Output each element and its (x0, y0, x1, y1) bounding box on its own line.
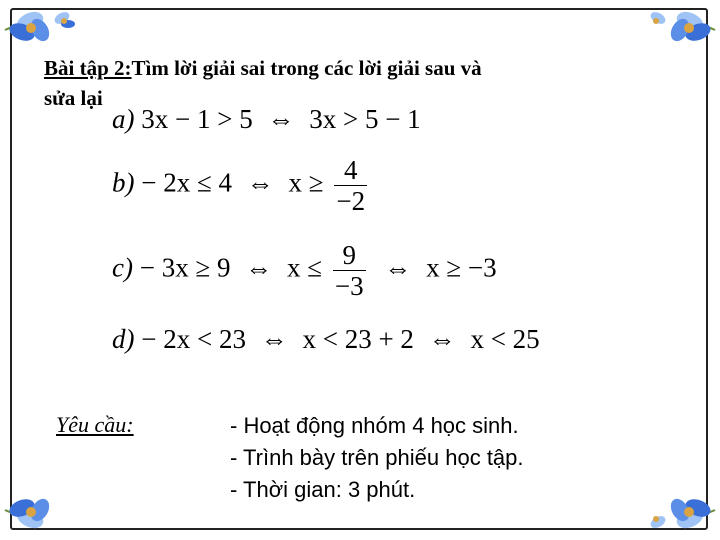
flower-corner-icon (0, 478, 90, 540)
requirement-list (230, 410, 524, 506)
exercise-c-mid-prefix: x ≤ (287, 252, 323, 283)
exercise-b-fraction (334, 155, 367, 216)
requirement-item: - Hoạt động nhóm 4 học sinh. (230, 413, 519, 438)
exercise-title (44, 53, 482, 83)
exercise-instruction-line2: sửa lại (44, 86, 103, 110)
requirement-item: - Trình bày trên phiếu học tập. (230, 445, 524, 470)
equivalence-arrow-icon: ⇔ (428, 324, 456, 354)
exercise-b-rhs-prefix: x ≥ (288, 167, 324, 198)
exercise-b-denominator: −2 (336, 186, 366, 216)
equivalence-arrow-icon: ⇔ (267, 104, 295, 134)
exercise-c-rhs: x ≥ −3 (426, 252, 497, 283)
exercise-d-lhs: − 2x < 23 (141, 324, 246, 354)
exercise-label: Bài tập 2: (44, 56, 132, 80)
exercise-a (112, 104, 421, 135)
exercise-d-mid: x < 23 + 2 (302, 324, 414, 354)
exercise-b-numerator: 4 (334, 155, 367, 186)
exercise-b-label: b) (112, 167, 135, 198)
exercise-b (112, 155, 371, 216)
requirement-item: - Thời gian: 3 phút. (230, 477, 416, 502)
exercise-d (112, 324, 540, 355)
exercise-b-lhs: − 2x ≤ 4 (141, 167, 233, 198)
equivalence-arrow-icon: ⇔ (384, 252, 412, 283)
flower-corner-icon (630, 0, 720, 62)
exercise-c (112, 240, 497, 301)
exercise-a-rhs: 3x > 5 − 1 (309, 104, 421, 134)
exercise-c-fraction (333, 240, 366, 301)
equivalence-arrow-icon: ⇔ (260, 324, 288, 354)
exercise-a-label: a) (112, 104, 135, 134)
exercise-c-denominator: −3 (334, 271, 364, 301)
requirement-label: Yêu cầu: (56, 412, 134, 437)
flower-corner-icon (630, 478, 720, 540)
equivalence-arrow-icon: ⇔ (245, 252, 273, 283)
exercise-c-label: c) (112, 252, 133, 283)
exercise-d-rhs: x < 25 (470, 324, 540, 354)
exercise-instruction: Tìm lời giải sai trong các lời giải sau và (131, 56, 482, 80)
exercise-d-label: d) (112, 324, 135, 354)
exercise-c-lhs: − 3x ≥ 9 (139, 252, 231, 283)
equivalence-arrow-icon: ⇔ (246, 167, 274, 198)
exercise-c-numerator: 9 (333, 240, 366, 271)
exercise-a-lhs: 3x − 1 > 5 (141, 104, 253, 134)
